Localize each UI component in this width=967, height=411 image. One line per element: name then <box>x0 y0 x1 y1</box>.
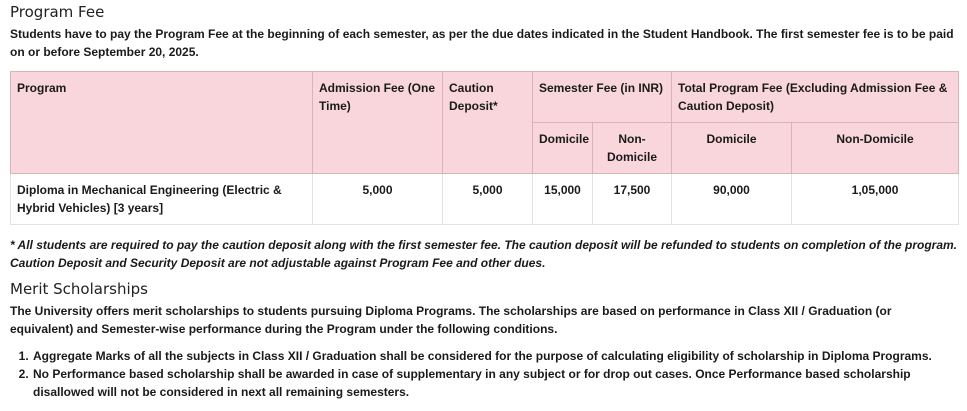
merit-scholarships-intro: The University offers merit scholarships to students pursuing Diploma Programs. The scholarships are based on performance in Class XII / Graduation (or equivalent) and Semester-wise performance during the Program under the following conditions. <box>10 304 892 336</box>
header-caution-deposit: Caution Deposit* <box>443 72 533 174</box>
cell-caution-deposit: 5,000 <box>443 174 533 225</box>
cell-program: Diploma in Mechanical Engineering (Electric & Hybrid Vehicles) [3 years] <box>11 174 313 225</box>
cell-admission-fee: 5,000 <box>313 174 443 225</box>
program-fee-intro: Students have to pay the Program Fee at the beginning of each semester, as per the due dates indicated in the Student Handbook. The first semester fee is to be paid on or before September 20, 2025. <box>10 27 954 59</box>
header-program: Program <box>11 72 313 174</box>
scholarship-conditions-list <box>10 347 957 401</box>
cell-semester-domicile: 15,000 <box>533 174 593 225</box>
table-row <box>11 174 959 225</box>
list-item: 1. Aggregate Marks of all the subjects in Class XII / Graduation shall be considered for the purpose of calculating eligibility of scholarship in Diploma Programs. <box>32 347 957 365</box>
header-total-domicile: Domicile <box>672 123 792 174</box>
cell-total-non-domicile: 1,05,000 <box>792 174 959 225</box>
header-admission-fee: Admission Fee (One Time) <box>313 72 443 174</box>
cell-semester-non-domicile: 17,500 <box>593 174 672 225</box>
program-fee-table <box>10 71 959 225</box>
header-semester-non-domicile: Non-Domicile <box>593 123 672 174</box>
cell-total-domicile: 90,000 <box>672 174 792 225</box>
header-total-non-domicile: Non-Domicile <box>792 123 959 174</box>
program-fee-title: Program Fee <box>10 3 105 21</box>
header-semester-fee: Semester Fee (in INR) <box>533 72 672 123</box>
header-total-program-fee: Total Program Fee (Excluding Admission Fee & Caution Deposit) <box>672 72 959 123</box>
list-item: 2. No Performance based scholarship shall be awarded in case of supplementary in any subject or for drop out cases. Once Performance based scholarship disallowed will not be considered in next all remaining semesters. <box>32 365 957 401</box>
header-semester-domicile: Domicile <box>533 123 593 174</box>
caution-deposit-footnote: * All students are required to pay the caution deposit along with the first semester fee. The caution deposit will be refunded to students on completion of the program. Caution Deposit and Security Deposit are not adjustable against Program Fee and other dues. <box>10 238 957 270</box>
merit-scholarships-title: Merit Scholarships <box>10 280 148 298</box>
table-header-row <box>11 72 959 123</box>
